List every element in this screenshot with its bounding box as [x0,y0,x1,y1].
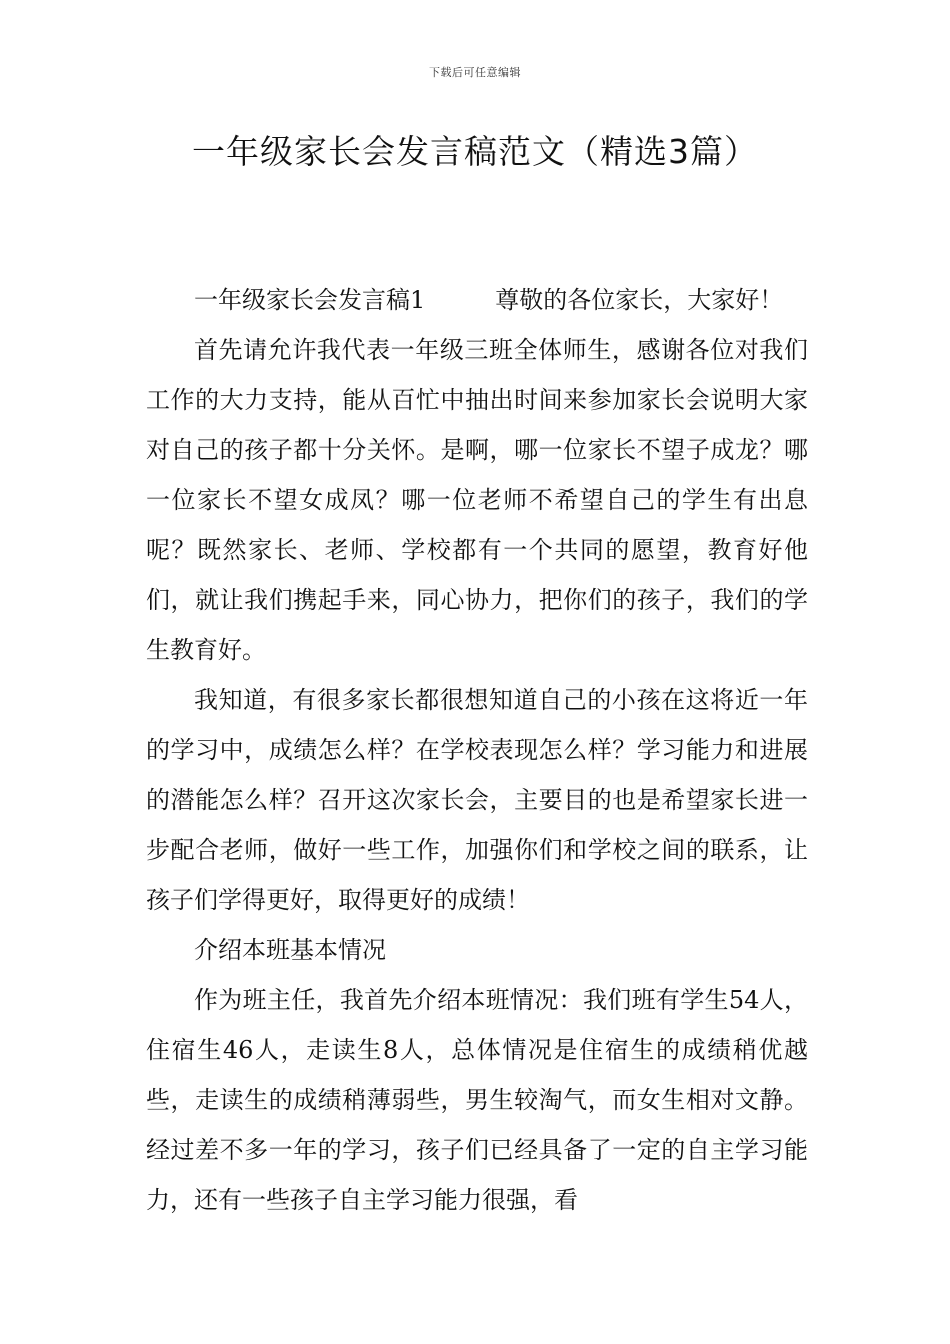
paragraph-2: 我知道，有很多家长都很想知道自己的小孩在这将近一年的学习中，成绩怎么样？在学校表现怎么样？学习能力和进展的潜能怎么样？召开这次家长会，主要目的也是希望家长进一步配合老师，做好一些工作，加强你们和学校之间的联系，让孩子们学得更好，取得更好的成绩！ [146,686,808,914]
header-note: 下载后可任意编辑 [429,66,521,79]
greeting: 尊敬的各位家长，大家好！ [495,286,784,314]
document-title: 一年级家长会发言稿范文（精选3篇） [192,132,758,171]
paragraph-3: 作为班主任，我首先介绍本班情况：我们班有学生54人，住宿生46人，走读生8人，总体情况是住宿生的成绩稍优越些，走读生的成绩稍薄弱些，男生较淘气，而女生相对文静。经过差不多一年的学习，孩子们已经具备了一定的自主学习能力，还有一些孩子自主学习能力很强，看 [146,986,808,1214]
opening-line [146,275,808,325]
paragraph-1: 首先请允许我代表一年级三班全体师生，感谢各位对我们工作的大力支持，能从百忙中抽出时间来参加家长会说明大家对自己的孩子都十分关怀。是啊，哪一位家长不望子成龙？哪一位家长不望女成凤？哪一位老师不希望自己的学生有出息呢？既然家长、老师、学校都有一个共同的愿望，教育好他们，就让我们携起手来，同心协力，把你们的孩子，我们的学生教育好。 [146,336,808,664]
document-body [146,275,808,1225]
subheading-class-intro: 介绍本班基本情况 [194,936,386,964]
section-heading: 一年级家长会发言稿1 [194,286,426,314]
